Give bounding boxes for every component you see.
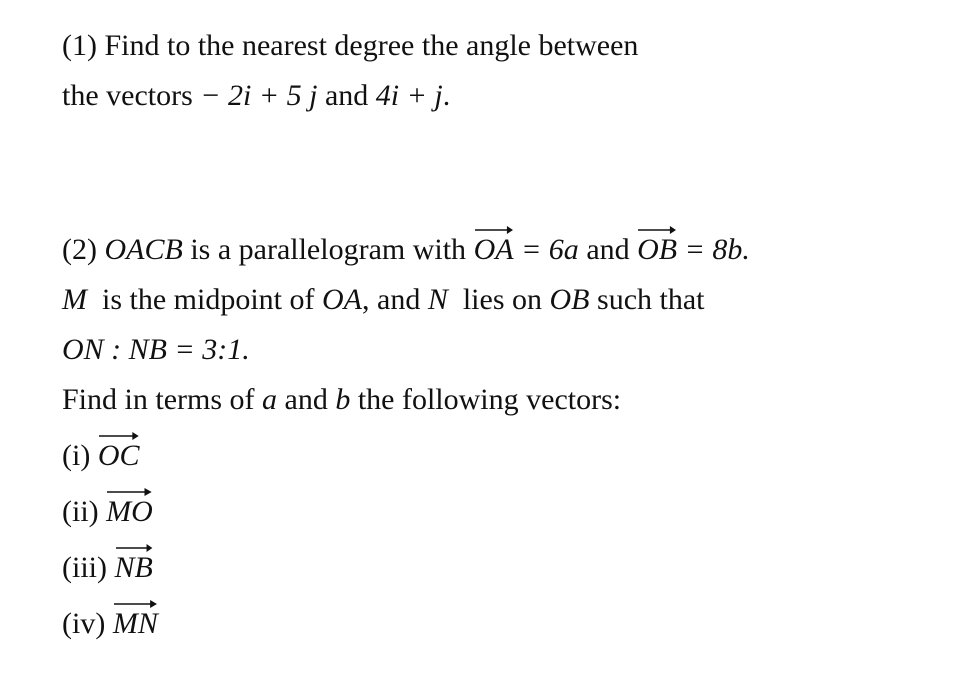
sub-item-iv bbox=[62, 606, 158, 642]
nb-vector-label: NB bbox=[114, 551, 153, 584]
find-prefix: Find in terms of bbox=[62, 383, 262, 416]
oc-vector-label: OC bbox=[97, 439, 140, 472]
sub-item-label: (iv) bbox=[62, 607, 113, 640]
mn-vector bbox=[113, 609, 158, 639]
find-suffix: the following vectors: bbox=[350, 383, 622, 416]
q2-label: (2) bbox=[62, 233, 105, 266]
mo-vector bbox=[106, 497, 153, 527]
and-n-text: , and bbox=[362, 283, 428, 316]
q2-and: and bbox=[578, 233, 638, 266]
oa-vector bbox=[474, 235, 514, 265]
oc-vector-arrow-icon bbox=[99, 432, 139, 440]
mo-vector-arrow-icon bbox=[107, 488, 152, 496]
sub-item-ii bbox=[62, 494, 153, 530]
q1-period: . bbox=[442, 79, 451, 112]
q2-line-3 bbox=[62, 332, 250, 368]
ob-vector-label: OB bbox=[637, 233, 678, 266]
sub-item-label: (iii) bbox=[62, 551, 115, 584]
q1-text-1: (1) Find to the nearest degree the angle between bbox=[62, 29, 639, 62]
q1-line-1 bbox=[62, 28, 638, 64]
q1-vector-1: − 2i + 5 j bbox=[200, 79, 318, 112]
n-letter: N bbox=[427, 283, 448, 316]
sub-item-iii bbox=[62, 550, 153, 586]
q1-line-2 bbox=[62, 78, 450, 114]
find-and: and bbox=[277, 383, 336, 416]
midpoint-text: is the midpoint of bbox=[87, 283, 322, 316]
oc-vector bbox=[98, 441, 140, 471]
sub-item-label: (ii) bbox=[62, 495, 107, 528]
oa-segment: OA bbox=[322, 283, 362, 316]
q2-line-2 bbox=[62, 282, 705, 318]
m-letter: M bbox=[62, 283, 87, 316]
lies-on-text: lies on bbox=[447, 283, 550, 316]
nb-vector bbox=[115, 553, 153, 583]
ob-segment: OB bbox=[549, 283, 590, 316]
q1-vector-2: 4i + j bbox=[375, 79, 443, 112]
sub-item-i bbox=[62, 438, 140, 474]
oa-value: = 6a bbox=[513, 233, 579, 266]
nb-vector-arrow-icon bbox=[116, 544, 152, 552]
oa-vector-arrow-icon bbox=[475, 226, 513, 234]
q2-line-1 bbox=[62, 232, 750, 268]
q2-line-4 bbox=[62, 382, 621, 418]
mn-vector-arrow-icon bbox=[114, 600, 157, 608]
q2-shape-name: OACB bbox=[104, 233, 183, 266]
ratio-text: ON : NB = 3:1. bbox=[62, 333, 250, 366]
sub-item-label: (i) bbox=[62, 439, 98, 472]
oa-vector-label: OA bbox=[473, 233, 514, 266]
ob-vector bbox=[637, 235, 677, 265]
q1-and: and bbox=[317, 79, 376, 112]
b-letter: b bbox=[335, 383, 351, 416]
such-that-text: such that bbox=[589, 283, 705, 316]
q1-text-2: the vectors bbox=[62, 79, 201, 112]
q2-parallelogram-text: is a parallelogram with bbox=[182, 233, 474, 266]
mn-vector-label: MN bbox=[112, 607, 158, 640]
ob-value: = 8b. bbox=[677, 233, 750, 266]
ob-vector-arrow-icon bbox=[638, 226, 676, 234]
a-letter: a bbox=[262, 383, 277, 416]
mo-vector-label: MO bbox=[106, 495, 153, 528]
